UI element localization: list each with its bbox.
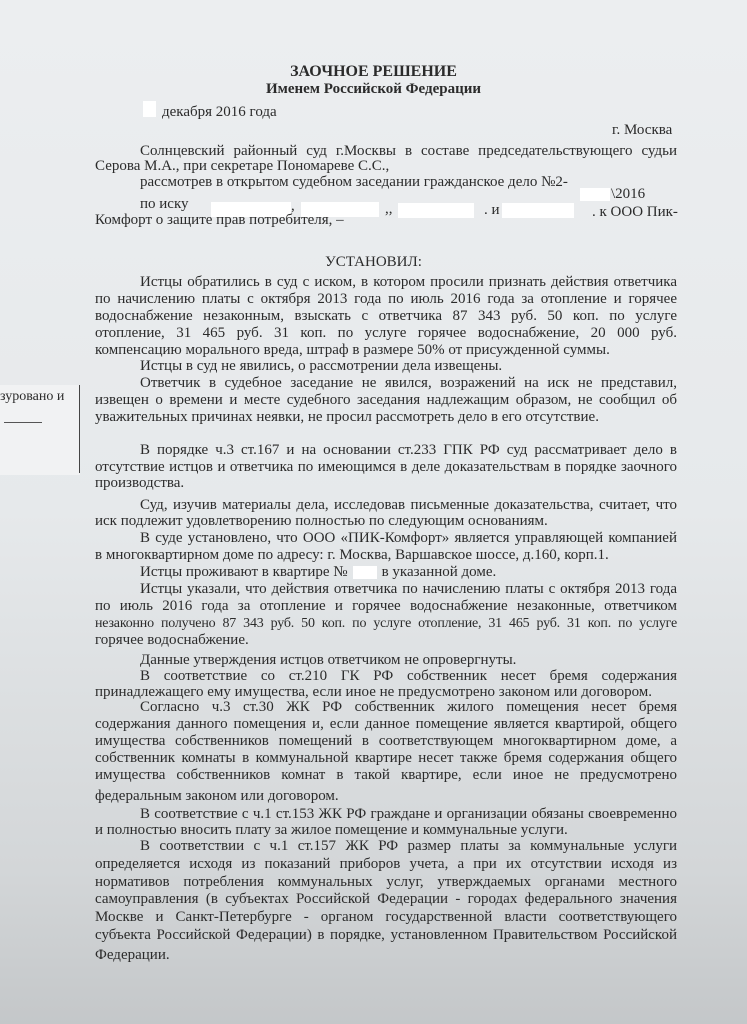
body-line: Согласно ч.3 ст.30 ЖК РФ собственник жилого помещения несет бремя [140, 699, 677, 715]
margin-note [0, 385, 80, 475]
body-line: Ответчик в судебное заседание не явился, возражений на иск не представил, [140, 375, 677, 391]
body-line: извещен о времени и месте судебного заседания надлежащим образом, не сообщил об [95, 392, 677, 408]
intro-line: \2016 [611, 186, 646, 202]
body-line: иск подлежит удовлетворению полностью по следующим основаниям. [95, 513, 548, 529]
intro-line: по иску [140, 196, 189, 212]
body-line-apartment [140, 564, 677, 581]
body-line: В соответствии с ч.1 ст.157 ЖК РФ размер платы за коммунальные услуги [140, 838, 677, 854]
intro-line: , [291, 198, 295, 214]
intro-line: рассмотрев в открытом судебном заседании гражданское дело №2- [140, 174, 568, 190]
document-city: г. Москва [612, 122, 673, 138]
body-line: Суд, изучив материалы дела, исследовав письменные доказательства, считает, что [140, 497, 677, 513]
body-line: В соответствие с ч.1 ст.153 ЖК РФ граждане и организации обязаны своевременно [140, 806, 677, 822]
body-line: и полностью вносить плату за жилое помещение и коммунальные услуги. [95, 822, 568, 838]
body-line: по начислению платы с октября 2013 года по июль 2016 года за отопление и горячее [95, 291, 677, 307]
body-line: Истцы указали, что действия ответчика по начислению платы с октября 2013 года [140, 581, 677, 597]
body-line: водоснабжение незаконным, взыскать с ответчика 87 343 руб. 50 коп. по услуге [95, 308, 677, 324]
intro-line: ,, [385, 201, 393, 217]
margin-note-border [79, 385, 80, 473]
body-line: имущества собственников помещений в соответствующем многоквартирном доме, а [95, 733, 677, 749]
section-heading: УСТАНОВИЛ: [325, 254, 422, 270]
body-line: В суде установлено, что ООО «ПИК-Комфорт» является управляющей компанией [140, 530, 677, 546]
document-subtitle: Именем Российской Федерации [265, 81, 482, 97]
body-line: Истцы в суд не явились, о рассмотрении дела извещены. [140, 358, 503, 374]
body-line: федеральным законом или договором. [95, 788, 339, 804]
body-line: имущества собственников комнат в такой квартире, если иное не предусмотрено [95, 767, 677, 783]
body-line: Москве и Санкт-Петербурге - органом государственной власти соответствующего [95, 909, 677, 925]
body-line: горячее водоснабжение. [95, 632, 249, 648]
body-line: содержания данного помещения и, если данное помещение является квартирой, общего [95, 716, 677, 732]
intro-line: Серова М.А., при секретаре Пономареве С.С., [95, 158, 390, 174]
body-line: уважительных причинах неявки, не просил рассмотреть дело в его отсутствие. [95, 409, 599, 425]
body-line: нормативов потребления коммунальных услуг, утверждаемых органами местного [95, 874, 677, 890]
body-line: определяется исходя из показаний приборов учета, а при их отсутствии исходя из [95, 856, 677, 872]
body-line: производства. [95, 475, 185, 491]
document-date: декабря 2016 года [162, 104, 277, 120]
body-line: отсутствие истцов и ответчика по имеющимся в деле доказательствам в порядке заочного [95, 459, 677, 475]
redaction [353, 566, 377, 579]
body-line: принадлежащего ему имущества, если иное не предусмотрено законом или договором. [95, 684, 653, 700]
body-line: в многоквартирном доме по адресу: г. Москва, Варшавское шоссе, д.160, корп.1. [95, 547, 609, 563]
body-line: В соответствие со ст.210 ГК РФ собственник несет бремя содержания [140, 668, 677, 684]
body-line: по июль 2016 года за отопление и горячее водоснабжение незаконные, ответчиком [95, 598, 677, 614]
margin-note-text: зуровано и [0, 389, 65, 404]
redaction [143, 101, 156, 117]
body-line: в указанной доме. [381, 564, 497, 580]
body-line: Федерации. [95, 947, 170, 963]
intro-line: . к ООО Пик- [592, 204, 678, 220]
body-line: Данные утверждения истцов ответчиком не опровергнуты. [140, 652, 517, 668]
body-line: В порядке ч.3 ст.167 и на основании ст.233 ГПК РФ суд рассматривает дело в [140, 442, 677, 458]
body-line: незаконно получено 87 343 руб. 50 коп. по услуге отопление, 31 465 руб. 31 коп. по услуге [95, 616, 677, 631]
intro-line: Комфорт о защите прав потребителя, – [95, 212, 344, 228]
body-line: собственник комнаты в коммунальной квартире несет также бремя содержания общего [95, 750, 677, 766]
intro-line: . и [484, 202, 500, 218]
body-line: компенсацию морального вреда, штраф в размере 50% от присужденной суммы. [95, 342, 610, 358]
margin-note-line [4, 422, 42, 423]
body-line: самоуправления (в субъектах Российской Федерации - городах федерального значения [95, 891, 677, 907]
body-line: Истцы проживают в квартире № [140, 564, 348, 580]
intro-line: Солнцевский районный суд г.Москвы в составе председательствующего судьи [140, 143, 677, 159]
body-line: отопление, 31 465 руб. 31 коп. по услуге горячее водоснабжение, 20 000 руб. [95, 325, 677, 341]
document-title: ЗАОЧНОЕ РЕШЕНИЕ [290, 63, 457, 80]
body-line: субъекта Российской Федерации) в порядке, установленном Правительством Российской [95, 927, 677, 943]
body-line: Истцы обратились в суд с иском, в котором просили признать действия ответчика [140, 274, 677, 290]
